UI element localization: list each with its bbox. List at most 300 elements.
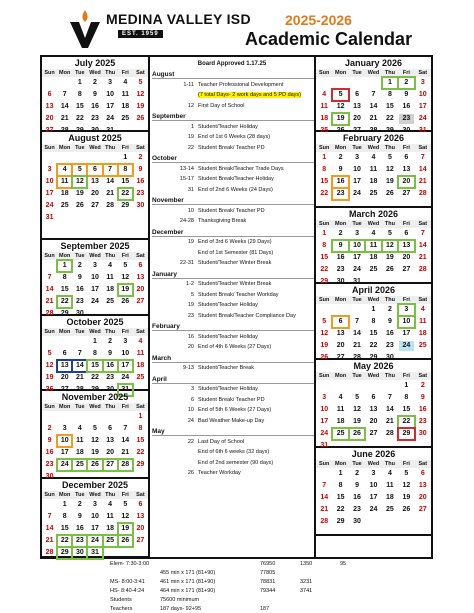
day-cell: 2 bbox=[399, 78, 413, 88]
event-row bbox=[152, 82, 312, 89]
weekday-label: Fri bbox=[121, 145, 129, 151]
day-cell: 26 bbox=[45, 386, 54, 393]
day-cell bbox=[43, 261, 56, 271]
event-row bbox=[152, 365, 312, 372]
day-cell: 27 bbox=[402, 190, 411, 197]
event-text: Student Break/ Teacher PD bbox=[198, 207, 265, 214]
day-cell: 25 bbox=[333, 429, 347, 439]
day-cell: 14 bbox=[121, 437, 130, 444]
day-cell: 26 bbox=[136, 115, 145, 122]
day-cell: 20 bbox=[369, 418, 378, 425]
week-row bbox=[42, 459, 148, 471]
day-cell: 13 bbox=[106, 437, 115, 444]
weekday-header bbox=[42, 69, 148, 77]
event-text: Student Break/Teacher Holiday bbox=[198, 176, 274, 182]
summary-cell bbox=[340, 596, 380, 605]
week-row bbox=[42, 260, 148, 272]
week-row bbox=[42, 523, 148, 535]
day-cell: 7 bbox=[322, 482, 327, 489]
day-cell: 1 bbox=[404, 382, 409, 389]
day-cell: 11 bbox=[106, 513, 114, 520]
weekday-header bbox=[316, 372, 431, 380]
week-row bbox=[42, 188, 148, 200]
day-cell: 29 bbox=[336, 518, 345, 525]
weekday-header bbox=[316, 460, 431, 468]
day-cell: 16 bbox=[333, 177, 347, 187]
weekday-label: Thu bbox=[384, 297, 395, 303]
event-text: Student Break/ Teacher Workday bbox=[198, 291, 279, 298]
weekday-label: Sun bbox=[319, 221, 330, 227]
day-cell: 1 bbox=[58, 261, 71, 271]
summary-row bbox=[110, 605, 430, 613]
day-cell: 17 bbox=[369, 494, 378, 501]
event-month-heading: October bbox=[152, 155, 314, 163]
day-cell: 18 bbox=[106, 525, 115, 532]
day-cell: 22 bbox=[386, 115, 394, 122]
day-cell: 3 bbox=[322, 394, 327, 401]
day-cell: 8 bbox=[322, 242, 327, 249]
week-row bbox=[42, 296, 148, 308]
day-cell: 11 bbox=[58, 177, 71, 187]
day-cell: 31 bbox=[106, 127, 115, 134]
event-row bbox=[152, 302, 312, 309]
weekday-label: Sat bbox=[418, 221, 428, 227]
day-cell: 12 bbox=[73, 177, 86, 187]
weekday-label: Sun bbox=[319, 461, 330, 467]
day-cell bbox=[73, 153, 86, 163]
day-cell bbox=[119, 213, 132, 223]
est-badge: EST. 1959 bbox=[118, 30, 163, 38]
day-cell bbox=[317, 469, 331, 479]
weekday-header bbox=[316, 220, 431, 228]
day-cell: 11 bbox=[336, 406, 345, 413]
day-cell: 2 bbox=[77, 501, 82, 508]
day-cell: 17 bbox=[353, 254, 361, 261]
summary-cell: 464 min x 171 (81+90) bbox=[160, 588, 216, 594]
day-cell: 1 bbox=[383, 78, 397, 88]
week-row bbox=[316, 328, 431, 340]
day-cell: 15 bbox=[75, 103, 84, 110]
weekday-header bbox=[42, 491, 148, 499]
day-cell: 3 bbox=[93, 262, 97, 269]
event-text: End of 4th 6 Weeks (27 Days) bbox=[198, 344, 272, 350]
event-date: 1-2 bbox=[186, 281, 194, 287]
approval-note: Board Approved 1.17.25 bbox=[197, 61, 267, 67]
day-cell: 14 bbox=[45, 286, 54, 293]
day-cell: 3 bbox=[62, 425, 67, 432]
day-cell: 22 bbox=[119, 189, 132, 199]
event-row bbox=[152, 449, 312, 456]
day-cell: 4 bbox=[108, 501, 113, 508]
weekday-label: Sun bbox=[319, 297, 330, 303]
day-cell: 2 bbox=[93, 79, 97, 86]
day-cell: 28 bbox=[418, 190, 427, 197]
weekday-label: Fri bbox=[402, 461, 410, 467]
weekday-label: Mon bbox=[334, 461, 347, 467]
weekday-label: Tue bbox=[352, 221, 362, 227]
day-cell: 9 bbox=[108, 350, 113, 357]
event-text: Student/Teacher Break bbox=[198, 365, 254, 371]
event-row bbox=[152, 124, 312, 131]
day-cell: 8 bbox=[338, 482, 343, 489]
day-cell: 17 bbox=[402, 330, 411, 337]
weekday-label: Sat bbox=[136, 145, 145, 151]
day-cell: 26 bbox=[386, 190, 394, 197]
day-cell: 20 bbox=[336, 342, 345, 349]
event-row bbox=[152, 134, 312, 141]
day-cell: 24 bbox=[88, 536, 101, 546]
event-text: First Day of School bbox=[198, 102, 245, 109]
event-row bbox=[152, 92, 312, 99]
day-cell: 15 bbox=[60, 286, 69, 293]
week-row bbox=[316, 113, 431, 125]
day-cell bbox=[119, 548, 132, 558]
weekday-label: Tue bbox=[352, 461, 362, 467]
weekday-label: Wed bbox=[89, 253, 101, 259]
day-cell: 21 bbox=[353, 342, 361, 349]
weekday-label: Fri bbox=[121, 329, 129, 335]
summary-cell: Teachers bbox=[110, 606, 133, 612]
day-cell: 1 bbox=[338, 470, 343, 477]
day-cell: 30 bbox=[336, 278, 345, 285]
day-cell: 23 bbox=[136, 190, 145, 197]
day-cell: 16 bbox=[75, 286, 84, 293]
day-cell: 19 bbox=[119, 285, 132, 295]
day-cell: 19 bbox=[333, 114, 347, 124]
day-cell: 15 bbox=[320, 254, 329, 261]
day-cell bbox=[88, 153, 101, 163]
day-cell: 6 bbox=[404, 154, 409, 161]
day-cell: 22 bbox=[58, 297, 71, 307]
day-cell: 18 bbox=[121, 103, 130, 110]
day-cell: 14 bbox=[73, 361, 86, 371]
org-name: MEDINA VALLEY ISD bbox=[106, 11, 251, 27]
day-cell: 13 bbox=[91, 178, 99, 185]
week-row bbox=[316, 89, 431, 101]
day-cell: 22 bbox=[399, 417, 413, 427]
day-cell bbox=[333, 78, 347, 88]
week-row bbox=[42, 284, 148, 296]
day-cell: 10 bbox=[418, 91, 427, 98]
day-cell: 9 bbox=[338, 166, 343, 173]
event-row bbox=[152, 470, 312, 477]
weekday-label: Sat bbox=[418, 373, 428, 379]
day-cell: 31 bbox=[119, 385, 132, 395]
summary-cell: Elem- 7:30-3:00 bbox=[110, 561, 150, 567]
event-row bbox=[152, 439, 312, 446]
day-cell bbox=[104, 548, 117, 558]
day-cell: 17 bbox=[91, 286, 99, 293]
week-row bbox=[316, 392, 431, 404]
day-cell bbox=[58, 337, 71, 347]
day-cell: 15 bbox=[336, 494, 345, 501]
day-cell: 27 bbox=[353, 127, 361, 134]
day-cell bbox=[104, 213, 117, 223]
event-date: 3 bbox=[190, 386, 194, 392]
day-cell: 26 bbox=[386, 266, 394, 273]
day-cell: 12 bbox=[386, 166, 394, 173]
day-cell: 17 bbox=[106, 103, 115, 110]
week-row bbox=[316, 404, 431, 416]
day-cell: 8 bbox=[387, 91, 392, 98]
week-row bbox=[316, 264, 431, 276]
week-row bbox=[316, 340, 431, 352]
day-cell: 20 bbox=[399, 177, 413, 187]
weekday-label: Thu bbox=[105, 492, 116, 498]
day-cell: 30 bbox=[91, 127, 99, 134]
weekday-label: Sun bbox=[44, 70, 55, 76]
week-row bbox=[316, 228, 431, 240]
day-cell: 16 bbox=[336, 254, 345, 261]
day-cell: 27 bbox=[336, 354, 345, 361]
event-text: Teacher Professional Development bbox=[198, 81, 284, 88]
day-cell: 3 bbox=[371, 470, 376, 477]
day-cell: 17 bbox=[119, 361, 132, 371]
day-cell: 8 bbox=[93, 350, 97, 357]
day-cell: 9 bbox=[77, 513, 82, 520]
event-month-heading: May bbox=[152, 428, 314, 436]
day-cell: 19 bbox=[91, 449, 99, 456]
day-cell: 17 bbox=[45, 190, 54, 197]
day-cell: 4 bbox=[371, 230, 376, 237]
day-cell: 8 bbox=[322, 166, 327, 173]
day-cell: 8 bbox=[62, 274, 67, 281]
day-cell: 26 bbox=[119, 536, 132, 546]
event-date: 6 bbox=[190, 396, 194, 403]
event-date: 19 bbox=[187, 239, 194, 245]
summary-cell bbox=[340, 587, 380, 596]
event-text: End of 2nd 6 Weeks (24 Days) bbox=[198, 186, 273, 193]
day-cell: 13 bbox=[136, 513, 145, 520]
day-cell: 1 bbox=[77, 79, 82, 86]
event-row bbox=[152, 176, 312, 183]
day-cell bbox=[58, 412, 71, 422]
summary-cell: 3741 bbox=[300, 588, 313, 594]
weekday-header bbox=[42, 328, 148, 336]
day-cell: 27 bbox=[369, 430, 378, 437]
day-cell: 28 bbox=[106, 202, 115, 209]
day-cell: 10 bbox=[91, 513, 99, 520]
day-cell: 1 bbox=[371, 306, 376, 313]
event-date: 22 bbox=[187, 144, 194, 151]
day-cell: 9 bbox=[355, 482, 360, 489]
weekday-label: Wed bbox=[367, 221, 380, 227]
day-cell bbox=[317, 381, 331, 391]
day-cell: 10 bbox=[399, 317, 413, 327]
day-cell: 7 bbox=[371, 91, 376, 98]
day-cell: 13 bbox=[353, 103, 361, 110]
day-cell: 2 bbox=[108, 338, 113, 345]
summary-cell: 78831 bbox=[260, 579, 276, 585]
event-text: End of 1st 6 Weeks (28 days) bbox=[198, 134, 271, 140]
day-cell: 3 bbox=[108, 79, 113, 86]
event-text: (7 total Days- 2 work days and 5 PD days) bbox=[198, 92, 302, 98]
day-cell: 25 bbox=[121, 115, 130, 122]
day-cell: 5 bbox=[355, 394, 360, 401]
summary-cell: 461 min x 171 (81+90) bbox=[160, 579, 216, 585]
day-cell: 7 bbox=[420, 154, 425, 161]
day-cell: 13 bbox=[58, 361, 71, 371]
day-cell: 3 bbox=[420, 79, 425, 86]
event-date: 12 bbox=[187, 102, 194, 109]
month-title: December 2025 bbox=[61, 480, 129, 490]
weekday-label: Mon bbox=[334, 221, 347, 227]
weekday-label: Sat bbox=[136, 253, 145, 259]
day-cell: 18 bbox=[369, 178, 378, 185]
day-cell: 31 bbox=[45, 214, 54, 221]
week-row bbox=[316, 504, 431, 516]
day-cell: 19 bbox=[136, 103, 145, 110]
day-cell: 27 bbox=[60, 386, 69, 393]
day-cell: 1 bbox=[322, 230, 327, 237]
summary-cell: 187 days- 92+95 bbox=[160, 606, 202, 612]
event-row bbox=[152, 187, 312, 194]
day-cell: 29 bbox=[75, 127, 84, 134]
month-title: April 2026 bbox=[351, 285, 396, 295]
day-cell: 30 bbox=[402, 127, 411, 134]
day-cell: 15 bbox=[121, 178, 130, 185]
day-cell: 30 bbox=[106, 386, 115, 393]
day-cell: 24 bbox=[106, 115, 115, 122]
day-cell: 16 bbox=[104, 361, 117, 371]
day-cell: 28 bbox=[75, 386, 84, 393]
day-cell: 28 bbox=[119, 460, 132, 470]
day-cell: 1 bbox=[62, 501, 67, 508]
day-cell: 2 bbox=[338, 230, 343, 237]
week-row bbox=[316, 480, 431, 492]
day-cell: 18 bbox=[106, 286, 115, 293]
weekday-label: Tue bbox=[352, 145, 362, 151]
weekday-label: Mon bbox=[334, 70, 347, 76]
day-cell: 12 bbox=[336, 103, 345, 110]
week-row bbox=[42, 435, 148, 447]
event-row bbox=[152, 292, 312, 299]
day-cell: 14 bbox=[369, 103, 378, 110]
day-cell: 15 bbox=[386, 103, 394, 110]
day-cell: 27 bbox=[136, 537, 145, 544]
day-cell: 20 bbox=[418, 494, 427, 501]
day-cell: 10 bbox=[121, 350, 130, 357]
day-cell: 26 bbox=[75, 202, 84, 209]
day-cell: 14 bbox=[45, 525, 54, 532]
day-cell: 25 bbox=[104, 536, 117, 546]
day-cell: 23 bbox=[91, 115, 99, 122]
day-cell: 4 bbox=[322, 91, 327, 98]
day-cell: 3 bbox=[355, 230, 360, 237]
day-cell: 30 bbox=[386, 354, 394, 361]
weekday-label: Mon bbox=[59, 404, 71, 410]
day-cell: 16 bbox=[91, 103, 99, 110]
week-row bbox=[42, 113, 148, 125]
weekday-label: Tue bbox=[352, 373, 362, 379]
day-cell: 24 bbox=[399, 341, 413, 351]
month-title: July 2025 bbox=[74, 58, 116, 68]
weekday-label: Thu bbox=[384, 145, 395, 151]
day-cell: 5 bbox=[47, 350, 52, 357]
day-cell bbox=[366, 381, 380, 391]
day-cell: 20 bbox=[402, 254, 411, 261]
month-right-2 bbox=[316, 208, 431, 284]
day-cell: 24 bbox=[91, 298, 99, 305]
day-cell: 6 bbox=[47, 91, 52, 98]
month-left-2 bbox=[42, 240, 148, 316]
weekday-label: Wed bbox=[367, 297, 380, 303]
summary-cell: MS- 8:00-3:41 bbox=[110, 579, 145, 585]
torch-logo-icon bbox=[68, 8, 102, 50]
event-text: Student/Teacher Winter Break bbox=[198, 281, 272, 287]
event-text: Student/Teacher Holiday bbox=[198, 386, 258, 392]
day-cell: 2 bbox=[355, 470, 360, 477]
day-cell: 26 bbox=[88, 460, 101, 470]
day-cell: 21 bbox=[320, 506, 329, 513]
day-cell: 13 bbox=[336, 330, 345, 337]
day-cell: 13 bbox=[402, 166, 411, 173]
weekday-label: Wed bbox=[89, 70, 101, 76]
day-cell: 22 bbox=[136, 449, 145, 456]
day-cell: 21 bbox=[106, 190, 115, 197]
week-row bbox=[42, 348, 148, 360]
day-cell: 16 bbox=[386, 330, 394, 337]
day-cell: 26 bbox=[320, 354, 329, 361]
event-date: 22 bbox=[187, 438, 194, 445]
day-cell: 27 bbox=[104, 460, 117, 470]
weekday-label: Mon bbox=[59, 70, 71, 76]
day-cell: 5 bbox=[93, 425, 97, 432]
day-cell: 16 bbox=[75, 525, 84, 532]
event-text: Last Day of School bbox=[198, 438, 245, 445]
weekday-label: Sun bbox=[44, 253, 55, 259]
day-cell: 19 bbox=[119, 524, 132, 534]
day-cell: 6 bbox=[88, 165, 101, 175]
day-cell: 26 bbox=[336, 127, 345, 134]
day-cell: 30 bbox=[418, 430, 427, 437]
week-row bbox=[316, 316, 431, 328]
week-row bbox=[316, 416, 431, 428]
day-cell: 5 bbox=[387, 154, 392, 161]
day-cell bbox=[383, 381, 397, 391]
day-cell: 4 bbox=[138, 338, 143, 345]
day-cell: 26 bbox=[121, 298, 130, 305]
event-text: Student/Teacher Winter Break bbox=[198, 260, 272, 266]
day-cell: 14 bbox=[418, 166, 427, 173]
day-cell: 7 bbox=[387, 394, 392, 401]
day-cell: 7 bbox=[104, 165, 117, 175]
page-title: Academic Calendar bbox=[245, 29, 413, 49]
event-text: Student/Teacher Holiday bbox=[198, 302, 258, 308]
weekday-label: Sat bbox=[136, 329, 145, 335]
summary-row bbox=[110, 587, 430, 596]
weekday-label: Wed bbox=[89, 329, 101, 335]
weekday-label: Thu bbox=[384, 221, 395, 227]
weekday-header bbox=[42, 144, 148, 152]
day-cell: 14 bbox=[418, 242, 427, 249]
day-cell: 29 bbox=[386, 127, 394, 134]
day-cell: 11 bbox=[106, 274, 114, 281]
day-cell: 30 bbox=[353, 518, 361, 525]
week-row bbox=[42, 77, 148, 89]
day-cell: 15 bbox=[136, 437, 145, 444]
day-cell: 7 bbox=[355, 318, 360, 325]
event-date: 24-28 bbox=[179, 218, 194, 224]
day-cell: 29 bbox=[320, 278, 329, 285]
day-cell: 25 bbox=[369, 266, 378, 273]
week-row bbox=[316, 252, 431, 264]
day-cell: 11 bbox=[386, 482, 394, 489]
day-cell: 9 bbox=[47, 437, 52, 444]
weekday-label: Sat bbox=[418, 297, 428, 303]
weekday-label: Sat bbox=[418, 461, 428, 467]
day-cell: 8 bbox=[62, 513, 67, 520]
